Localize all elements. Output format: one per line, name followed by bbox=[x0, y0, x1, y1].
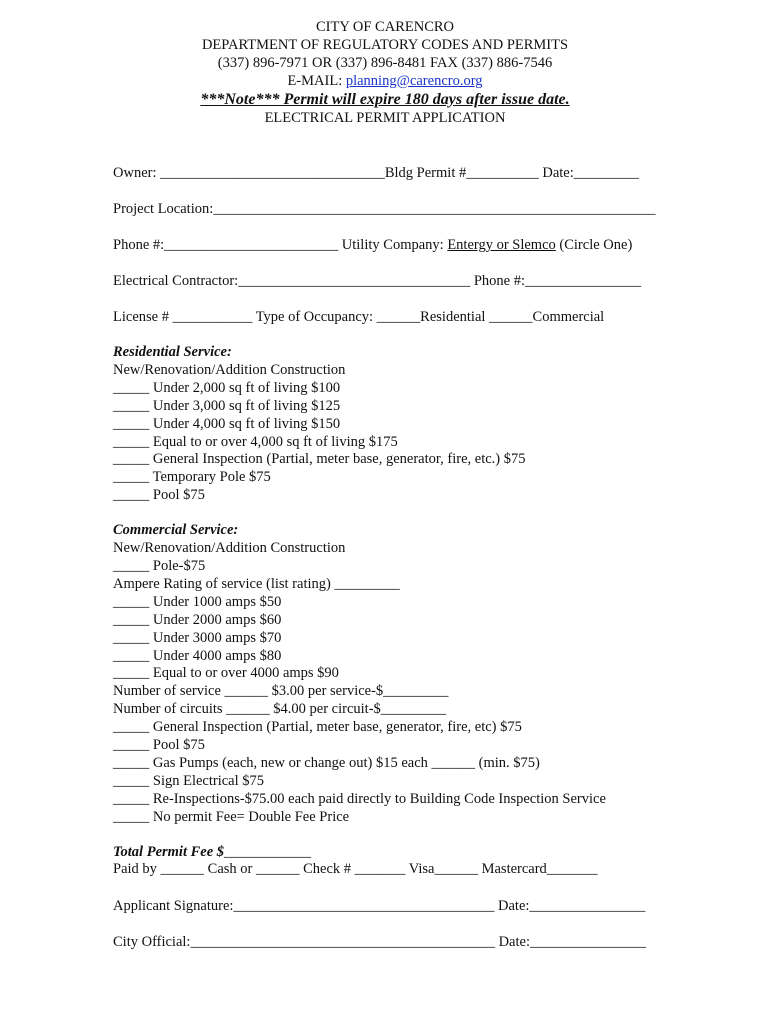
list-item[interactable]: _____ No permit Fee= Double Fee Price bbox=[113, 808, 350, 825]
list-item[interactable]: Number of circuits ______ $4.00 per circuit-$_________ bbox=[113, 701, 447, 718]
list-item[interactable]: _____ Equal to or over 4,000 sq ft of living $175 bbox=[113, 433, 398, 450]
license-field[interactable]: License # ___________ Type of Occupancy: ______Residential ______Commercial bbox=[113, 309, 605, 325]
form-body bbox=[113, 164, 693, 969]
list-item[interactable]: _____ Gas Pumps (each, new or change out) $15 each ______ (min. $75) bbox=[113, 754, 540, 771]
list-item[interactable]: _____ Equal to or over 4000 amps $90 bbox=[113, 665, 339, 682]
list-item[interactable]: _____ Under 2000 amps $60 bbox=[113, 611, 282, 628]
list-item[interactable]: _____ Under 4000 amps $80 bbox=[113, 647, 282, 664]
city-official-field[interactable]: City Official:__________________________________________ Date:________________ bbox=[113, 934, 646, 951]
phone-utility-field[interactable] bbox=[113, 236, 693, 272]
list-item[interactable]: _____ Pool $75 bbox=[113, 487, 205, 504]
list-item[interactable]: _____ Pool $75 bbox=[113, 737, 205, 754]
spacer bbox=[113, 879, 693, 897]
owner-field[interactable]: Owner: _______________________________Bldg Permit #__________ Date:_________ bbox=[113, 165, 640, 181]
residential-section-title: Residential Service: bbox=[113, 344, 232, 360]
list-item[interactable]: _____ Pole-$75 bbox=[113, 557, 206, 574]
email-label: E-MAIL: bbox=[287, 73, 346, 89]
email-line bbox=[0, 72, 770, 90]
contact-phones: (337) 896-7971 OR (337) 896-8481 FAX (337) 886-7546 bbox=[217, 55, 553, 71]
email-link[interactable]: planning@carencro.org bbox=[345, 73, 483, 89]
commercial-section-title: Commercial Service: bbox=[113, 522, 239, 539]
circle-one-note: (Circle One) bbox=[555, 237, 633, 253]
document-header bbox=[0, 18, 770, 127]
payment-method-line[interactable]: Paid by ______ Cash or ______ Check # _______ Visa______ Mastercard_______ bbox=[113, 861, 598, 878]
expiry-note: ***Note*** Permit will expire 180 days after issue date. bbox=[200, 91, 570, 108]
commercial-list bbox=[113, 540, 693, 827]
list-item[interactable]: Ampere Rating of service (list rating) _________ bbox=[113, 575, 400, 592]
contractor-field[interactable]: Electrical Contractor:________________________________ Phone #:________________ bbox=[113, 273, 641, 289]
list-item[interactable]: _____ Under 2,000 sq ft of living $100 bbox=[113, 379, 341, 396]
list-item: New/Renovation/Addition Construction bbox=[113, 540, 346, 557]
list-item[interactable]: _____ Under 3000 amps $70 bbox=[113, 629, 282, 646]
section-gap bbox=[113, 827, 693, 844]
total-fee-label: Total Permit Fee $ bbox=[113, 843, 225, 860]
list-item[interactable]: _____ Under 3,000 sq ft of living $125 bbox=[113, 397, 341, 414]
form-title: ELECTRICAL PERMIT APPLICATION bbox=[264, 110, 506, 126]
residential-list bbox=[113, 362, 693, 505]
total-fee-blank[interactable]: ____________ bbox=[224, 843, 312, 860]
total-fee-line[interactable] bbox=[113, 844, 693, 862]
list-item[interactable]: _____ Under 4,000 sq ft of living $150 bbox=[113, 415, 341, 432]
department-name: DEPARTMENT OF REGULATORY CODES AND PERMITS bbox=[201, 37, 569, 53]
list-item[interactable]: _____ Temporary Pole $75 bbox=[113, 469, 271, 486]
applicant-signature-field[interactable]: Applicant Signature:____________________________________ Date:________________ bbox=[113, 898, 646, 915]
list-item[interactable]: Number of service ______ $3.00 per service-$_________ bbox=[113, 683, 449, 700]
list-item[interactable]: _____ General Inspection (Partial, meter base, generator, fire, etc) $75 bbox=[113, 719, 522, 736]
phone-field-label: Phone #:________________________ Utility Company: bbox=[113, 237, 448, 253]
list-item[interactable]: _____ Re-Inspections-$75.00 each paid directly to Building Code Inspection Service bbox=[113, 790, 606, 807]
section-gap bbox=[113, 505, 693, 522]
city-name: CITY OF CARENCRO bbox=[315, 19, 455, 35]
list-item: New/Renovation/Addition Construction bbox=[113, 361, 346, 378]
list-item[interactable]: _____ Under 1000 amps $50 bbox=[113, 593, 282, 610]
utility-options: Entergy or Slemco bbox=[447, 237, 556, 253]
list-item[interactable]: _____ Sign Electrical $75 bbox=[113, 772, 265, 789]
list-item[interactable]: _____ General Inspection (Partial, meter base, generator, fire, etc.) $75 bbox=[113, 451, 526, 468]
project-location-field[interactable]: Project Location:_____________________________________________________________ bbox=[113, 201, 656, 217]
